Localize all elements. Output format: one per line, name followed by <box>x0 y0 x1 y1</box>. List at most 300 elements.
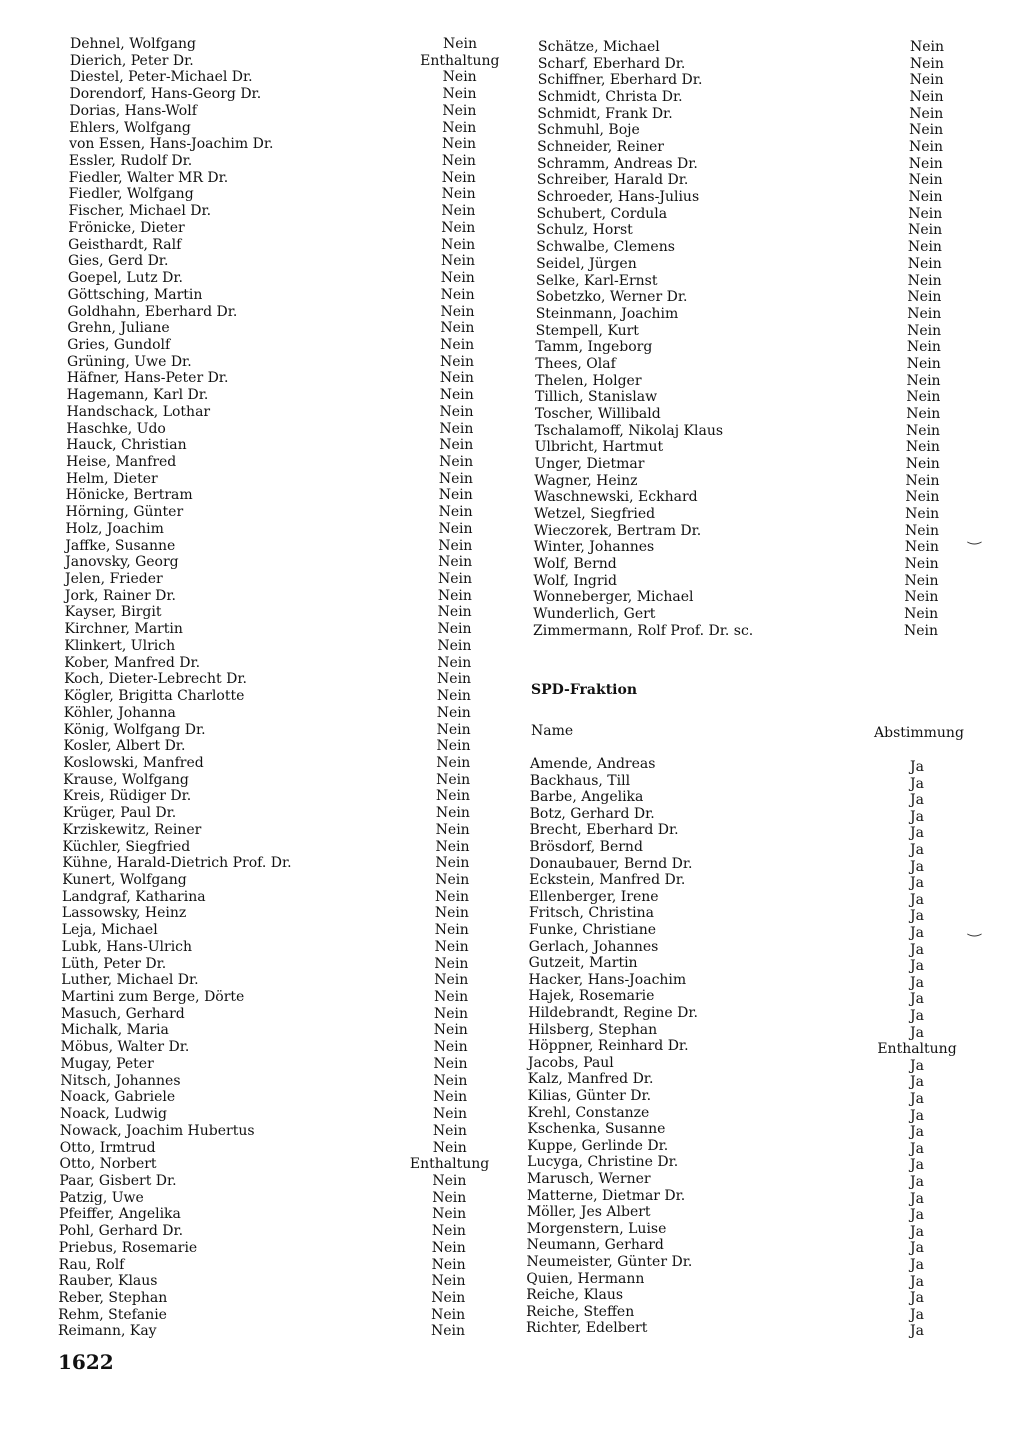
member-name: Schroeder, Hans-Julius <box>536 189 700 206</box>
list-item <box>0 237 512 254</box>
member-name: Brösdorf, Bernd <box>529 839 643 855</box>
vote-value: Nein <box>904 572 939 589</box>
list-item <box>512 389 1024 406</box>
member-name: Lassowsky, Heinz <box>61 905 187 922</box>
member-name: Selke, Karl-Ernst <box>536 272 658 289</box>
member-name: Rauber, Klaus <box>58 1273 158 1290</box>
list-item <box>0 120 512 137</box>
vote-value: Nein <box>436 688 471 705</box>
member-name: Jelen, Frieder <box>65 571 163 588</box>
vote-value: Nein <box>438 487 473 504</box>
vote-column-header: Abstimmung <box>874 725 964 741</box>
member-name: Schwalbe, Clemens <box>536 239 675 256</box>
vote-value: Nein <box>439 370 474 387</box>
member-name: Göttsching, Martin <box>67 286 203 303</box>
list-item <box>0 53 512 70</box>
list-item <box>512 56 1024 73</box>
vote-value: Nein <box>442 102 477 119</box>
list-item <box>0 856 1024 873</box>
list-item <box>512 606 1024 623</box>
member-name: König, Wolfgang Dr. <box>63 721 206 738</box>
vote-value: Nein <box>437 587 472 604</box>
member-name: Neumann, Gerhard <box>526 1237 664 1254</box>
vote-value: Ja <box>910 825 924 842</box>
member-name: Janovsky, Georg <box>65 554 179 571</box>
vote-value: Nein <box>906 422 941 439</box>
member-name: Toscher, Willibald <box>534 405 661 422</box>
list-item <box>512 206 1024 223</box>
member-name: Funke, Christiane <box>528 922 657 938</box>
member-name: Schramm, Andreas Dr. <box>537 155 698 172</box>
vote-value: Nein <box>437 604 472 621</box>
member-name: Seidel, Jürgen <box>536 255 637 272</box>
vote-value: Nein <box>907 272 942 289</box>
vote-value: Nein <box>907 322 942 339</box>
list-item <box>0 688 512 705</box>
vote-value: Nein <box>442 36 478 52</box>
member-name: Kosler, Albert Dr. <box>63 738 186 755</box>
member-name: Luther, Michael Dr. <box>61 972 199 989</box>
list-item <box>0 86 512 103</box>
list-item <box>512 273 1024 290</box>
member-name: Geisthardt, Ralf <box>68 236 182 253</box>
vote-value: Nein <box>434 989 469 1006</box>
member-name: Fiedler, Wolfgang <box>68 186 194 203</box>
list-item <box>0 1121 1024 1141</box>
member-name: Kunert, Wolfgang <box>62 872 187 888</box>
vote-value: Nein <box>438 554 473 571</box>
member-name: Unger, Dietmar <box>534 456 645 472</box>
vote-value: Nein <box>905 522 940 539</box>
vote-value: Nein <box>434 972 469 989</box>
list-item <box>512 306 1024 323</box>
member-name: Barbe, Angelika <box>529 789 644 806</box>
list-item <box>0 638 512 655</box>
vote-value: Nein <box>441 153 476 170</box>
vote-value: Nein <box>431 1290 466 1306</box>
member-name: Pohl, Gerhard Dr. <box>58 1223 184 1240</box>
list-item <box>0 69 512 86</box>
member-name: Dehnel, Wolfgang <box>70 36 197 52</box>
member-name: Kögler, Brigitta Charlotte <box>63 688 245 705</box>
list-item <box>0 270 512 287</box>
list-item <box>0 304 512 321</box>
member-name: Ulbricht, Hartmut <box>534 439 664 456</box>
member-name: Stempell, Kurt <box>535 322 639 339</box>
vote-value: Nein <box>909 39 945 55</box>
member-name: Schneider, Reiner <box>537 139 664 156</box>
list-item <box>0 36 512 53</box>
member-name: Schmidt, Frank Dr. <box>537 105 673 122</box>
member-name: Ehlers, Wolfgang <box>69 119 191 136</box>
vote-value: Nein <box>440 270 475 287</box>
name-column-header: Name <box>531 723 574 739</box>
member-name: Wetzel, Siegfried <box>534 506 656 523</box>
list-item <box>0 387 512 404</box>
member-name: Krause, Wolfgang <box>63 771 189 788</box>
list-item <box>0 872 1024 892</box>
list-item <box>0 1055 1024 1072</box>
list-item <box>0 170 512 187</box>
list-item <box>0 153 512 170</box>
list-item <box>512 473 1024 490</box>
member-name: Patzig, Uwe <box>59 1189 144 1206</box>
member-name: Krüger, Paul Dr. <box>62 805 177 822</box>
vote-value: Nein <box>440 303 475 320</box>
vote-value: Nein <box>436 754 471 771</box>
vote-value: Nein <box>904 556 939 573</box>
list-item <box>0 354 512 371</box>
vote-value: Ja <box>910 1174 924 1190</box>
list-item <box>0 320 512 337</box>
list-item <box>512 39 1024 56</box>
member-name: Amende, Andreas <box>530 756 656 772</box>
vote-value: Nein <box>907 289 942 306</box>
member-name: Krehl, Constanze <box>527 1104 650 1121</box>
member-name: Schiffner, Eberhard Dr. <box>537 72 703 89</box>
member-name: Essler, Rudolf Dr. <box>68 153 193 170</box>
vote-value: Nein <box>435 805 470 822</box>
list-item <box>0 806 1024 823</box>
member-name: Haschke, Udo <box>66 420 166 437</box>
vote-value: Ja <box>910 875 924 892</box>
vote-value: Nein <box>432 1172 467 1189</box>
list-item <box>512 623 1024 640</box>
vote-value: Nein <box>908 172 943 189</box>
vote-value: Ja <box>910 842 924 858</box>
member-name: Wolf, Bernd <box>533 556 617 573</box>
member-name: Tillich, Stanislaw <box>535 389 658 406</box>
list-item <box>0 1320 1024 1340</box>
vote-value: Nein <box>434 938 469 955</box>
list-item <box>512 172 1024 189</box>
vote-value: Nein <box>904 539 939 556</box>
vote-value: Nein <box>437 637 472 654</box>
vote-value: Nein <box>442 69 477 86</box>
member-name: Reiche, Klaus <box>526 1287 624 1304</box>
list-item <box>0 1071 1024 1091</box>
list-item <box>512 456 1024 473</box>
member-name: Kilias, Günter Dr. <box>527 1088 652 1104</box>
list-item <box>0 253 512 270</box>
margin-mark: ‿ <box>968 526 981 545</box>
member-name: Lubk, Hans-Ulrich <box>61 938 193 955</box>
list-item <box>0 186 512 203</box>
list-item <box>0 1237 1024 1257</box>
vote-value: Nein <box>441 236 476 253</box>
member-name: Wunderlich, Gert <box>533 606 656 623</box>
vote-value: Ja <box>910 1223 924 1240</box>
vote-value: Nein <box>431 1273 466 1290</box>
member-name: Zimmermann, Rolf Prof. Dr. sc. <box>533 622 754 639</box>
vote-value: Nein <box>431 1223 466 1240</box>
member-name: Kuppe, Gerlinde Dr. <box>527 1137 669 1154</box>
list-item <box>0 471 512 488</box>
vote-value: Ja <box>910 1257 924 1273</box>
list-item <box>0 1254 1024 1271</box>
member-name: Möller, Jes Albert <box>526 1204 651 1221</box>
member-name: Marusch, Werner <box>527 1171 651 1187</box>
list-item <box>0 1154 1024 1174</box>
list-item <box>0 1038 1024 1058</box>
member-name: Hilsberg, Stephan <box>528 1021 658 1038</box>
member-name: Reimann, Kay <box>58 1323 157 1340</box>
list-item <box>512 356 1024 373</box>
vote-value: Nein <box>438 470 473 487</box>
member-name: Noack, Ludwig <box>60 1106 167 1123</box>
vote-value: Nein <box>909 122 944 139</box>
vote-value: Nein <box>433 1089 468 1106</box>
member-name: Wolf, Ingrid <box>533 572 617 589</box>
member-name: Pfeiffer, Angelika <box>59 1206 181 1223</box>
member-name: Kreis, Rüdiger Dr. <box>62 788 192 805</box>
vote-value: Nein <box>438 537 473 554</box>
vote-value: Ja <box>910 1091 924 1107</box>
margin-mark: ‿ <box>968 918 981 937</box>
list-item <box>0 889 1024 906</box>
vote-value: Nein <box>906 355 941 372</box>
list-item <box>0 571 512 588</box>
list-item <box>512 523 1024 540</box>
list-item <box>0 905 1024 925</box>
list-item <box>0 839 1024 856</box>
member-name: Michalk, Maria <box>60 1022 169 1039</box>
vote-value: Ja <box>910 759 924 775</box>
member-name: Fritsch, Christina <box>528 905 654 922</box>
member-name: Paar, Gisbert Dr. <box>59 1172 177 1189</box>
member-name: Möbus, Walter Dr. <box>60 1039 190 1056</box>
member-name: Goldhahn, Eberhard Dr. <box>67 303 238 320</box>
member-name: Wagner, Heinz <box>534 472 638 489</box>
vote-value: Nein <box>433 1039 468 1056</box>
vote-value: Enthaltung <box>877 1041 957 1058</box>
member-name: Schulz, Horst <box>536 222 633 239</box>
vote-value: Nein <box>435 872 470 888</box>
list-item <box>0 773 1024 790</box>
list-item <box>0 738 512 755</box>
list-item <box>0 655 512 672</box>
vote-value: Ja <box>910 958 924 975</box>
member-name: Kschenka, Susanne <box>527 1121 666 1138</box>
member-name: Schreiber, Harald Dr. <box>536 172 689 189</box>
list-item <box>512 89 1024 106</box>
member-name: Gerlach, Johannes <box>528 938 659 955</box>
list-item <box>0 1022 1024 1039</box>
member-name: Mugay, Peter <box>60 1055 154 1072</box>
list-item <box>0 1304 1024 1321</box>
vote-value: Nein <box>432 1122 467 1139</box>
vote-value: Nein <box>435 888 470 905</box>
member-name: Schubert, Cordula <box>536 205 668 222</box>
member-name: Dorias, Hans-Wolf <box>69 102 197 119</box>
list-item <box>0 1105 1024 1122</box>
member-name: Backhaus, Till <box>529 772 631 789</box>
member-name: Hildebrandt, Regine Dr. <box>528 1005 698 1021</box>
list-item <box>512 189 1024 206</box>
member-name: Reiche, Steffen <box>526 1303 635 1320</box>
member-name: Lüth, Peter Dr. <box>61 955 167 972</box>
vote-value: Nein <box>442 136 477 153</box>
member-name: Grüning, Uwe Dr. <box>67 353 192 370</box>
vote-value: Nein <box>434 955 469 972</box>
vote-value: Ja <box>910 808 924 825</box>
list-item <box>0 972 1024 989</box>
vote-value: Nein <box>909 105 944 122</box>
vote-value: Ja <box>910 792 924 809</box>
vote-value: Nein <box>441 219 476 236</box>
vote-value: Nein <box>431 1256 466 1273</box>
vote-value: Nein <box>909 89 944 106</box>
member-name: Tschalamoff, Nikolaj Klaus <box>534 422 724 439</box>
vote-value: Nein <box>433 1072 468 1089</box>
vote-value: Nein <box>905 506 940 523</box>
member-name: Heise, Manfred <box>66 454 177 470</box>
member-name: Winter, Johannes <box>533 539 655 556</box>
vote-value: Nein <box>436 721 471 738</box>
list-item <box>512 239 1024 256</box>
list-item <box>512 256 1024 273</box>
vote-value: Ja <box>910 1124 924 1141</box>
vote-value: Nein <box>905 456 940 472</box>
vote-value: Nein <box>433 1106 468 1123</box>
list-item <box>0 203 512 220</box>
member-name: Rehm, Stefanie <box>58 1306 167 1323</box>
member-name: Höppner, Reinhard Dr. <box>528 1038 689 1055</box>
vote-value: Nein <box>439 403 474 420</box>
vote-value: Nein <box>907 239 942 256</box>
vote-value: Nein <box>434 922 469 939</box>
list-item <box>512 539 1024 556</box>
member-name: Priebus, Rosemarie <box>58 1239 198 1256</box>
member-name: Reber, Stephan <box>58 1290 168 1306</box>
member-name: Otto, Irmtrud <box>59 1139 156 1156</box>
vote-value: Ja <box>910 1240 924 1257</box>
list-item <box>0 756 1024 773</box>
vote-value: Nein <box>904 589 939 606</box>
list-item <box>512 556 1024 573</box>
vote-value: Nein <box>908 222 943 239</box>
vote-value: Nein <box>432 1206 467 1223</box>
vote-value: Ja <box>910 908 924 925</box>
vote-value: Nein <box>437 671 472 688</box>
member-name: Hauck, Christian <box>66 437 187 454</box>
member-name: Eckstein, Manfred Dr. <box>529 872 686 889</box>
vote-value: Nein <box>908 205 943 222</box>
member-name: Brecht, Eberhard Dr. <box>529 822 679 839</box>
vote-value: Nein <box>903 622 939 639</box>
vote-value: Nein <box>908 139 943 156</box>
member-name: Schmidt, Christa Dr. <box>537 89 683 106</box>
vote-value: Ja <box>910 1157 924 1174</box>
vote-value: Nein <box>905 472 940 489</box>
member-name: Noack, Gabriele <box>60 1089 176 1106</box>
list-item <box>512 122 1024 139</box>
member-name: Otto, Norbert <box>59 1156 157 1173</box>
vote-value: Ja <box>910 1107 924 1124</box>
list-item <box>0 404 512 421</box>
member-name: Koch, Dieter-Lebrecht Dr. <box>64 671 247 688</box>
vote-value: Ja <box>910 1273 924 1290</box>
list-item <box>512 589 1024 606</box>
vote-value: Nein <box>909 72 944 89</box>
member-name: Klinkert, Ulrich <box>64 637 176 654</box>
vote-value: Ja <box>910 858 924 875</box>
member-name: Lucyga, Christine Dr. <box>527 1154 679 1171</box>
vote-value: Ja <box>910 991 924 1008</box>
member-name: Kayser, Birgit <box>64 604 162 621</box>
list-item <box>0 789 1024 809</box>
vote-value: Nein <box>433 1055 468 1072</box>
vote-value: Ja <box>910 775 924 792</box>
list-item <box>0 604 512 621</box>
list-item <box>512 156 1024 173</box>
member-name: Kirchner, Martin <box>64 621 183 638</box>
vote-value: Nein <box>909 55 944 72</box>
member-name: Kober, Manfred Dr. <box>64 654 201 671</box>
list-item <box>0 955 1024 975</box>
vote-value: Ja <box>910 941 924 958</box>
list-item <box>512 323 1024 340</box>
list-item <box>0 1221 1024 1238</box>
list-item <box>0 671 512 688</box>
vote-value: Nein <box>437 571 473 588</box>
member-name: Koslowski, Manfred <box>63 754 204 771</box>
vote-value: Nein <box>440 286 475 303</box>
list-item <box>0 220 512 237</box>
list-item <box>512 106 1024 123</box>
vote-value: Ja <box>910 1008 924 1024</box>
member-name: Hagemann, Karl Dr. <box>66 387 209 404</box>
list-item <box>512 423 1024 440</box>
list-item <box>0 588 512 605</box>
member-name: Dierich, Peter Dr. <box>69 52 194 69</box>
vote-value: Ja <box>910 925 924 941</box>
member-name: Neumeister, Günter Dr. <box>526 1254 693 1270</box>
member-name: Martini zum Berge, Dörte <box>61 989 245 1006</box>
member-name: Schmuhl, Boje <box>537 122 640 139</box>
list-item <box>0 1005 1024 1022</box>
list-item <box>0 939 1024 956</box>
member-name: Donaubauer, Bernd Dr. <box>529 855 693 872</box>
vote-value: Nein <box>436 738 471 755</box>
vote-value: Ja <box>910 1074 924 1091</box>
vote-value: Nein <box>442 119 477 136</box>
list-item <box>512 506 1024 523</box>
vote-value: Nein <box>906 389 941 406</box>
member-name: Wonneberger, Michael <box>533 589 694 606</box>
member-name: Morgenstern, Luise <box>526 1220 667 1237</box>
list-item <box>0 454 512 471</box>
vote-value: Nein <box>440 353 475 370</box>
vote-value: Nein <box>438 504 473 521</box>
vote-value: Nein <box>433 1022 468 1039</box>
list-item <box>0 370 512 387</box>
list-item <box>0 922 1024 939</box>
member-name: Goepel, Lutz Dr. <box>67 270 183 287</box>
member-name: Fischer, Michael Dr. <box>68 203 212 220</box>
list-item <box>0 1088 1024 1105</box>
list-item <box>0 1138 1024 1155</box>
list-item <box>0 337 512 354</box>
member-name: Gries, Gundolf <box>67 336 171 353</box>
vote-value: Nein <box>434 905 469 922</box>
member-name: Schätze, Michael <box>538 39 660 55</box>
member-name: Thelen, Holger <box>535 372 642 389</box>
vote-value: Nein <box>905 439 940 456</box>
member-name: Holz, Joachim <box>65 520 164 537</box>
list-item <box>512 439 1024 456</box>
vote-value: Nein <box>440 253 475 270</box>
